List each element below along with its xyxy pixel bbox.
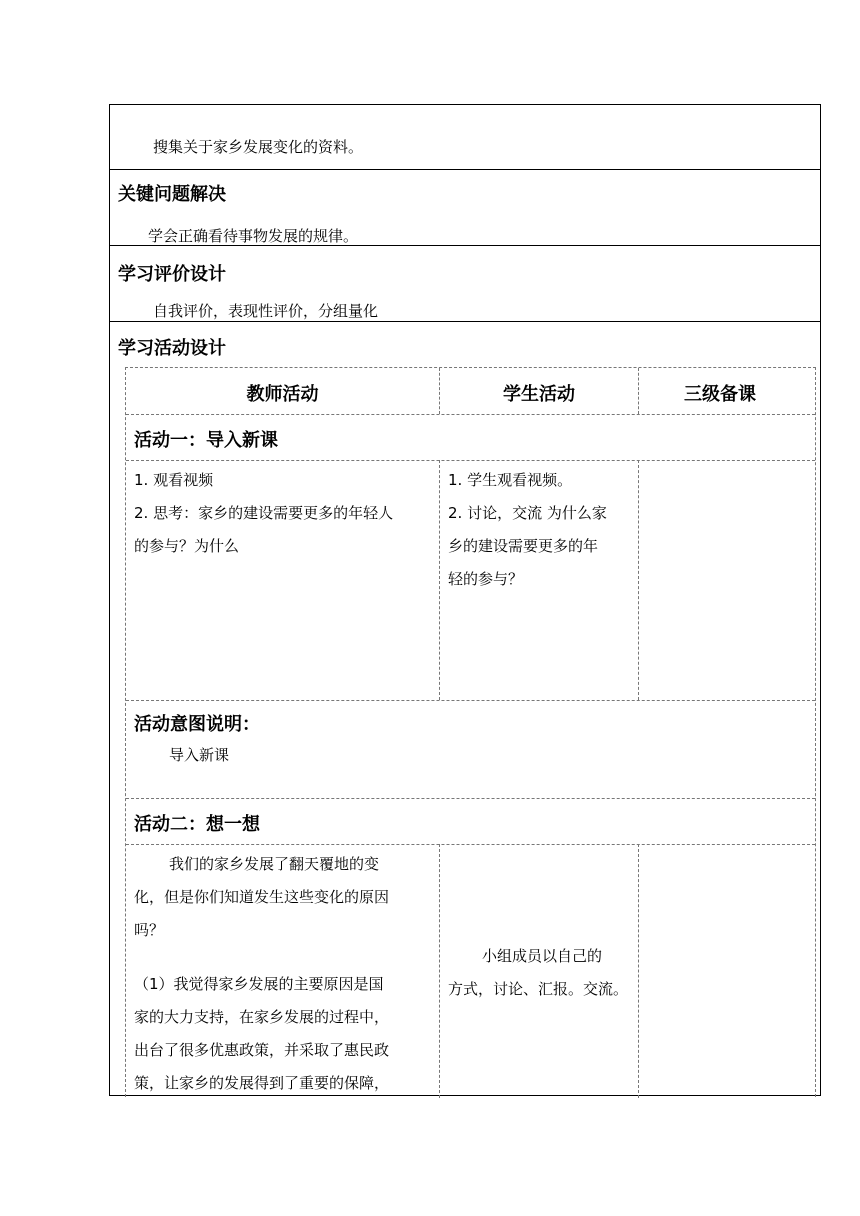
activity1-student-line: 1. 学生观看视频。 [448, 471, 573, 489]
activity2-teacher-line: 家的大力支持，在家乡发展的过程中， [134, 1008, 390, 1026]
activity1-teacher-line: 的参与？为什么 [134, 537, 240, 555]
activity2-student-line: 小组成员以自己的 [482, 947, 603, 965]
row-divider [110, 245, 820, 246]
activity-table [125, 367, 816, 1097]
header-teacher: 教师活动 [246, 384, 319, 405]
lesson-plan-table [109, 104, 821, 1096]
header-student: 学生活动 [503, 384, 575, 405]
row-divider [110, 169, 820, 170]
intent-title: 活动意图说明： [134, 714, 260, 735]
activity2-teacher-line: 我们的家乡发展了翻天覆地的变 [169, 855, 380, 873]
key-problem-content: 学会正确看待事物发展的规律。 [148, 227, 359, 245]
evaluation-content: 自我评价，表现性评价，分组量化 [153, 302, 379, 320]
activity1-teacher-line: 2. 思考：家乡的建设需要更多的年轻人 [134, 504, 394, 522]
activity1-teacher-line: 1. 观看视频 [134, 471, 214, 489]
row-divider [110, 321, 820, 322]
activity2-teacher-line: 策，让家乡的发展得到了重要的保障， [134, 1074, 390, 1092]
activity-design-title: 学习活动设计 [118, 338, 226, 359]
activity1-title: 活动一：导入新课 [134, 430, 278, 451]
activity2-teacher-line: 出台了很多优惠政策，并采取了惠民政 [134, 1041, 390, 1059]
activity2-teacher-line: 化，但是你们知道发生这些变化的原因 [134, 888, 390, 906]
activity1-student-line: 轻的参与？ [448, 570, 524, 588]
intent-content: 导入新课 [169, 746, 230, 764]
activity1-student-line: 2. 讨论，交流 为什么家 [448, 504, 607, 522]
activity2-title: 活动二：想一想 [134, 814, 260, 835]
activity2-teacher-line: （1）我觉得家乡发展的主要原因是国 [134, 975, 384, 993]
header-prep: 三级备课 [684, 384, 756, 405]
activity1-student-line: 乡的建设需要更多的年 [448, 537, 599, 555]
key-problem-title: 关键问题解决 [118, 184, 226, 205]
activity2-student-line: 方式，讨论、汇报。交流。 [448, 980, 629, 998]
evaluation-title: 学习评价设计 [118, 264, 226, 285]
activity2-teacher-line: 吗？ [134, 921, 165, 939]
top-text: 搜集关于家乡发展变化的资料。 [153, 138, 364, 156]
